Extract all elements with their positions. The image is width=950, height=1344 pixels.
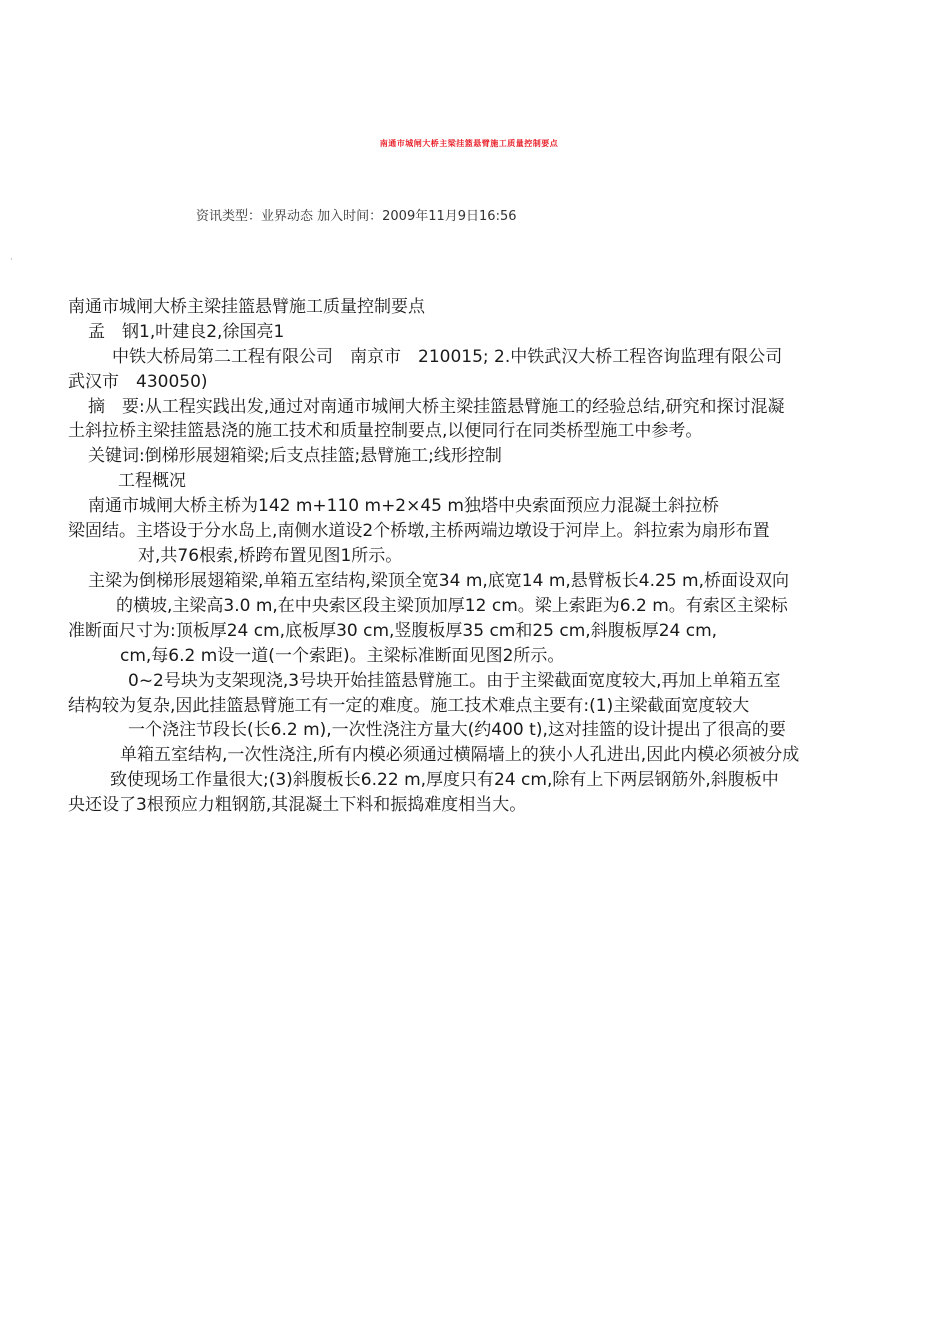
body-line: cm,每6.2 m设一道(一个索距)。主梁标准断面见图2所示。 bbox=[120, 646, 565, 666]
body-line: 孟 钢1,叶建良2,徐国亮1 bbox=[88, 322, 285, 342]
body-line: 南通市城闸大桥主桥为142 m+110 m+2×45 m独塔中央索面预应力混凝土斜拉桥 bbox=[88, 496, 719, 516]
body-line: 南通市城闸大桥主梁挂篮悬臂施工质量控制要点 bbox=[68, 297, 425, 317]
article-title: 南通市城闸大桥主梁挂篮悬臂施工质量控制要点 bbox=[379, 139, 559, 148]
body-line: 央还设了3根预应力粗钢筋,其混凝土下料和振捣难度相当大。 bbox=[68, 795, 527, 815]
body-line: 单箱五室结构,一次性浇注,所有内模必须通过横隔墙上的狭小人孔进出,因此内模必须被分成 bbox=[120, 745, 800, 765]
decorative-dot: · bbox=[10, 255, 13, 265]
body-line: 的横坡,主梁高3.0 m,在中央索区段主梁顶加厚12 cm。梁上索距为6.2 m。有索区主梁标 bbox=[116, 596, 788, 616]
body-line: 结构较为复杂,因此挂篮悬臂施工有一定的难度。施工技术难点主要有:(1)主梁截面宽度较大 bbox=[68, 696, 750, 716]
section-heading: 工程概况 bbox=[118, 471, 186, 491]
body-line: 一个浇注节段长(长6.2 m),一次性浇注方量大(约400 t),这对挂篮的设计提出了很高的要 bbox=[128, 720, 786, 740]
body-line: 梁固结。主塔设于分水岛上,南侧水道设2个桥墩,主桥两端边墩设于河岸上。斜拉索为扇形布置 bbox=[68, 521, 770, 541]
body-line: 0~2号块为支架现浇,3号块开始挂篮悬臂施工。由于主梁截面宽度较大,再加上单箱五室 bbox=[128, 671, 781, 691]
body-line: 关键词:倒梯形展翅箱梁;后支点挂篮;悬臂施工;线形控制 bbox=[88, 446, 502, 466]
body-line: 中铁大桥局第二工程有限公司 南京市 210015; 2.中铁武汉大桥工程咨询监理有限公司 bbox=[112, 347, 783, 367]
body-line: 对,共76根索,桥跨布置见图1所示。 bbox=[138, 546, 403, 566]
article-meta: 资讯类型：业界动态 加入时间：2009年11月9日16:56 bbox=[196, 209, 517, 224]
body-line: 准断面尺寸为:顶板厚24 cm,底板厚30 cm,竖腹板厚35 cm和25 cm,斜腹板厚24 cm, bbox=[68, 621, 718, 641]
body-line: 摘 要:从工程实践出发,通过对南通市城闸大桥主梁挂篮悬臂施工的经验总结,研究和探讨混凝 bbox=[88, 397, 785, 417]
body-line: 武汉市 430050) bbox=[68, 372, 208, 392]
body-line: 致使现场工作量很大;(3)斜腹板长6.22 m,厚度只有24 cm,除有上下两层钢筋外,斜腹板中 bbox=[110, 770, 779, 790]
body-line: 土斜拉桥主梁挂篮悬浇的施工技术和质量控制要点,以便同行在同类桥型施工中参考。 bbox=[68, 421, 703, 441]
body-line: 主梁为倒梯形展翅箱梁,单箱五室结构,梁顶全宽34 m,底宽14 m,悬臂板长4.25 m,桥面设双向 bbox=[88, 571, 790, 591]
